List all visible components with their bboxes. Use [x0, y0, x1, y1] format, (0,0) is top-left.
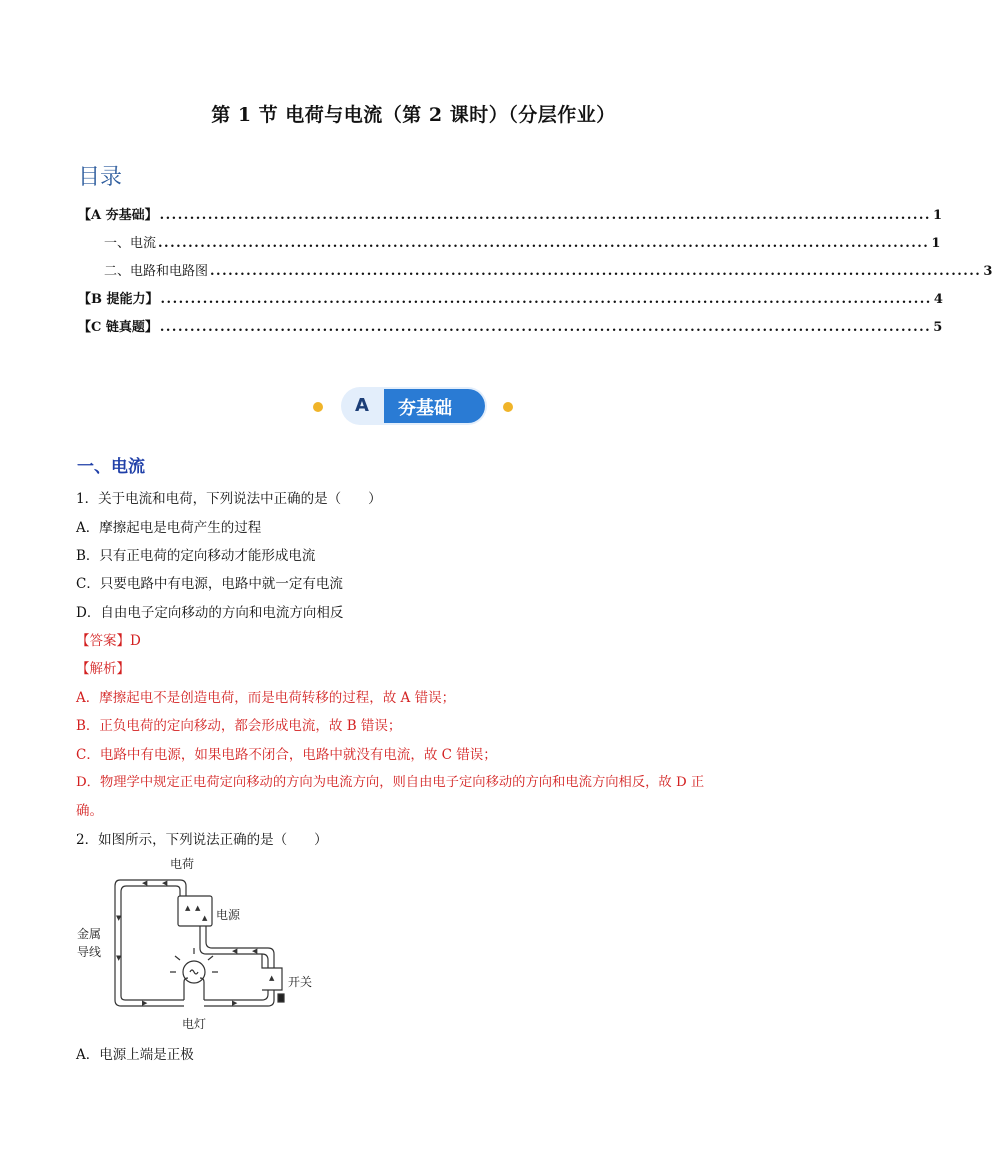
analysis-line: D．物理学中规定正电荷定向移动的方向为电流方向，则自由电子定向移动的方向和电流方向相反，故 D 正: [76, 775, 705, 790]
question-1-stem: 1．关于电流和电荷，下列说法中正确的是（ ）: [76, 491, 382, 507]
svg-text:▲: ▲: [269, 974, 275, 982]
page-title: 第 1 节 电荷与电流（第 2 课时）（分层作业）: [211, 104, 616, 126]
toc-item-page: 1: [931, 236, 941, 251]
toc-item-a[interactable]: [78, 203, 942, 223]
label-lamp: 电灯: [182, 1017, 207, 1031]
svg-text:▲: ▲: [202, 914, 208, 922]
toc-item-label: 一、电流: [104, 236, 157, 251]
svg-text:▼: ▼: [116, 914, 122, 922]
analysis-label: 【解析】: [76, 661, 130, 677]
svg-text:▲: ▲: [195, 904, 201, 912]
analysis-line: A．摩擦起电不是创造电荷，而是电荷转移的过程，故 A 错误；: [76, 690, 456, 706]
question-1-option-b: B．只有正电荷的定向移动才能形成电流: [76, 548, 316, 564]
toc-item-c[interactable]: [78, 315, 943, 335]
question-2-option-a: A．电源上端是正极: [76, 1047, 194, 1063]
circuit-figure: [72, 850, 332, 1035]
section-banner: [255, 385, 580, 429]
label-wire-2: 导线: [77, 945, 102, 959]
label-switch: 开关: [288, 975, 313, 989]
banner-text: 夯基础: [398, 398, 452, 419]
question-1-option-c: C．只要电路中有电源，电路中就一定有电流: [76, 576, 343, 592]
toc-leader: ................................................................................................................................: [160, 292, 932, 307]
question-2-stem: 2．如图所示，下列说法正确的是（ ）: [76, 832, 328, 848]
toc-item-page: 4: [933, 292, 943, 307]
toc-item-page: 1: [932, 208, 942, 223]
toc-item-label: 二、电路和电路图: [104, 264, 209, 279]
label-source: 电源: [216, 908, 241, 922]
svg-text:▼: ▼: [116, 954, 122, 962]
analysis-line: C．电路中有电源，如果电路不闭合，电路中就没有电流，故 C 错误；: [76, 747, 497, 763]
question-1-option-d: D．自由电子定向移动的方向和电流方向相反: [76, 605, 344, 621]
toc-leader: ................................................................................................................................: [159, 320, 932, 335]
toc-item-b[interactable]: [78, 287, 943, 307]
label-wire-1: 金属: [77, 927, 102, 941]
toc-leader: ................................................................................................................................: [210, 264, 982, 279]
toc-item-current[interactable]: [78, 231, 941, 251]
svg-text:◀: ◀: [232, 947, 238, 955]
toc-heading: 目录: [78, 165, 123, 190]
analysis-line: 确。: [76, 803, 103, 819]
circuit-diagram: [72, 850, 332, 1035]
toc-item-label: 【A 夯基础】: [78, 208, 158, 223]
banner-letter: A: [355, 395, 369, 416]
toc-item-page: 3: [983, 264, 992, 279]
question-1-option-a: A．摩擦起电是电荷产生的过程: [76, 520, 262, 536]
section-heading: 一、电流: [77, 457, 145, 477]
svg-text:▶: ▶: [142, 999, 148, 1007]
toc-item-label: 【B 提能力】: [78, 292, 159, 307]
toc-item-label: 【C 链真题】: [78, 320, 158, 335]
svg-text:◀: ◀: [162, 879, 168, 887]
analysis-line: B．正负电荷的定向移动，都会形成电流，故 B 错误；: [76, 718, 402, 734]
svg-text:▲: ▲: [185, 904, 191, 912]
svg-text:◀: ◀: [142, 879, 148, 887]
answer-label: 【答案】D: [76, 633, 141, 649]
toc-leader: ................................................................................................................................: [159, 208, 931, 223]
toc-item-circuit[interactable]: [78, 259, 992, 279]
svg-text:▶: ▶: [232, 999, 238, 1007]
toc-item-page: 5: [933, 320, 943, 335]
toc-leader: ................................................................................................................................: [158, 236, 930, 251]
svg-text:◀: ◀: [252, 947, 258, 955]
label-charge: 电荷: [170, 857, 195, 871]
table-of-contents: [78, 203, 992, 335]
